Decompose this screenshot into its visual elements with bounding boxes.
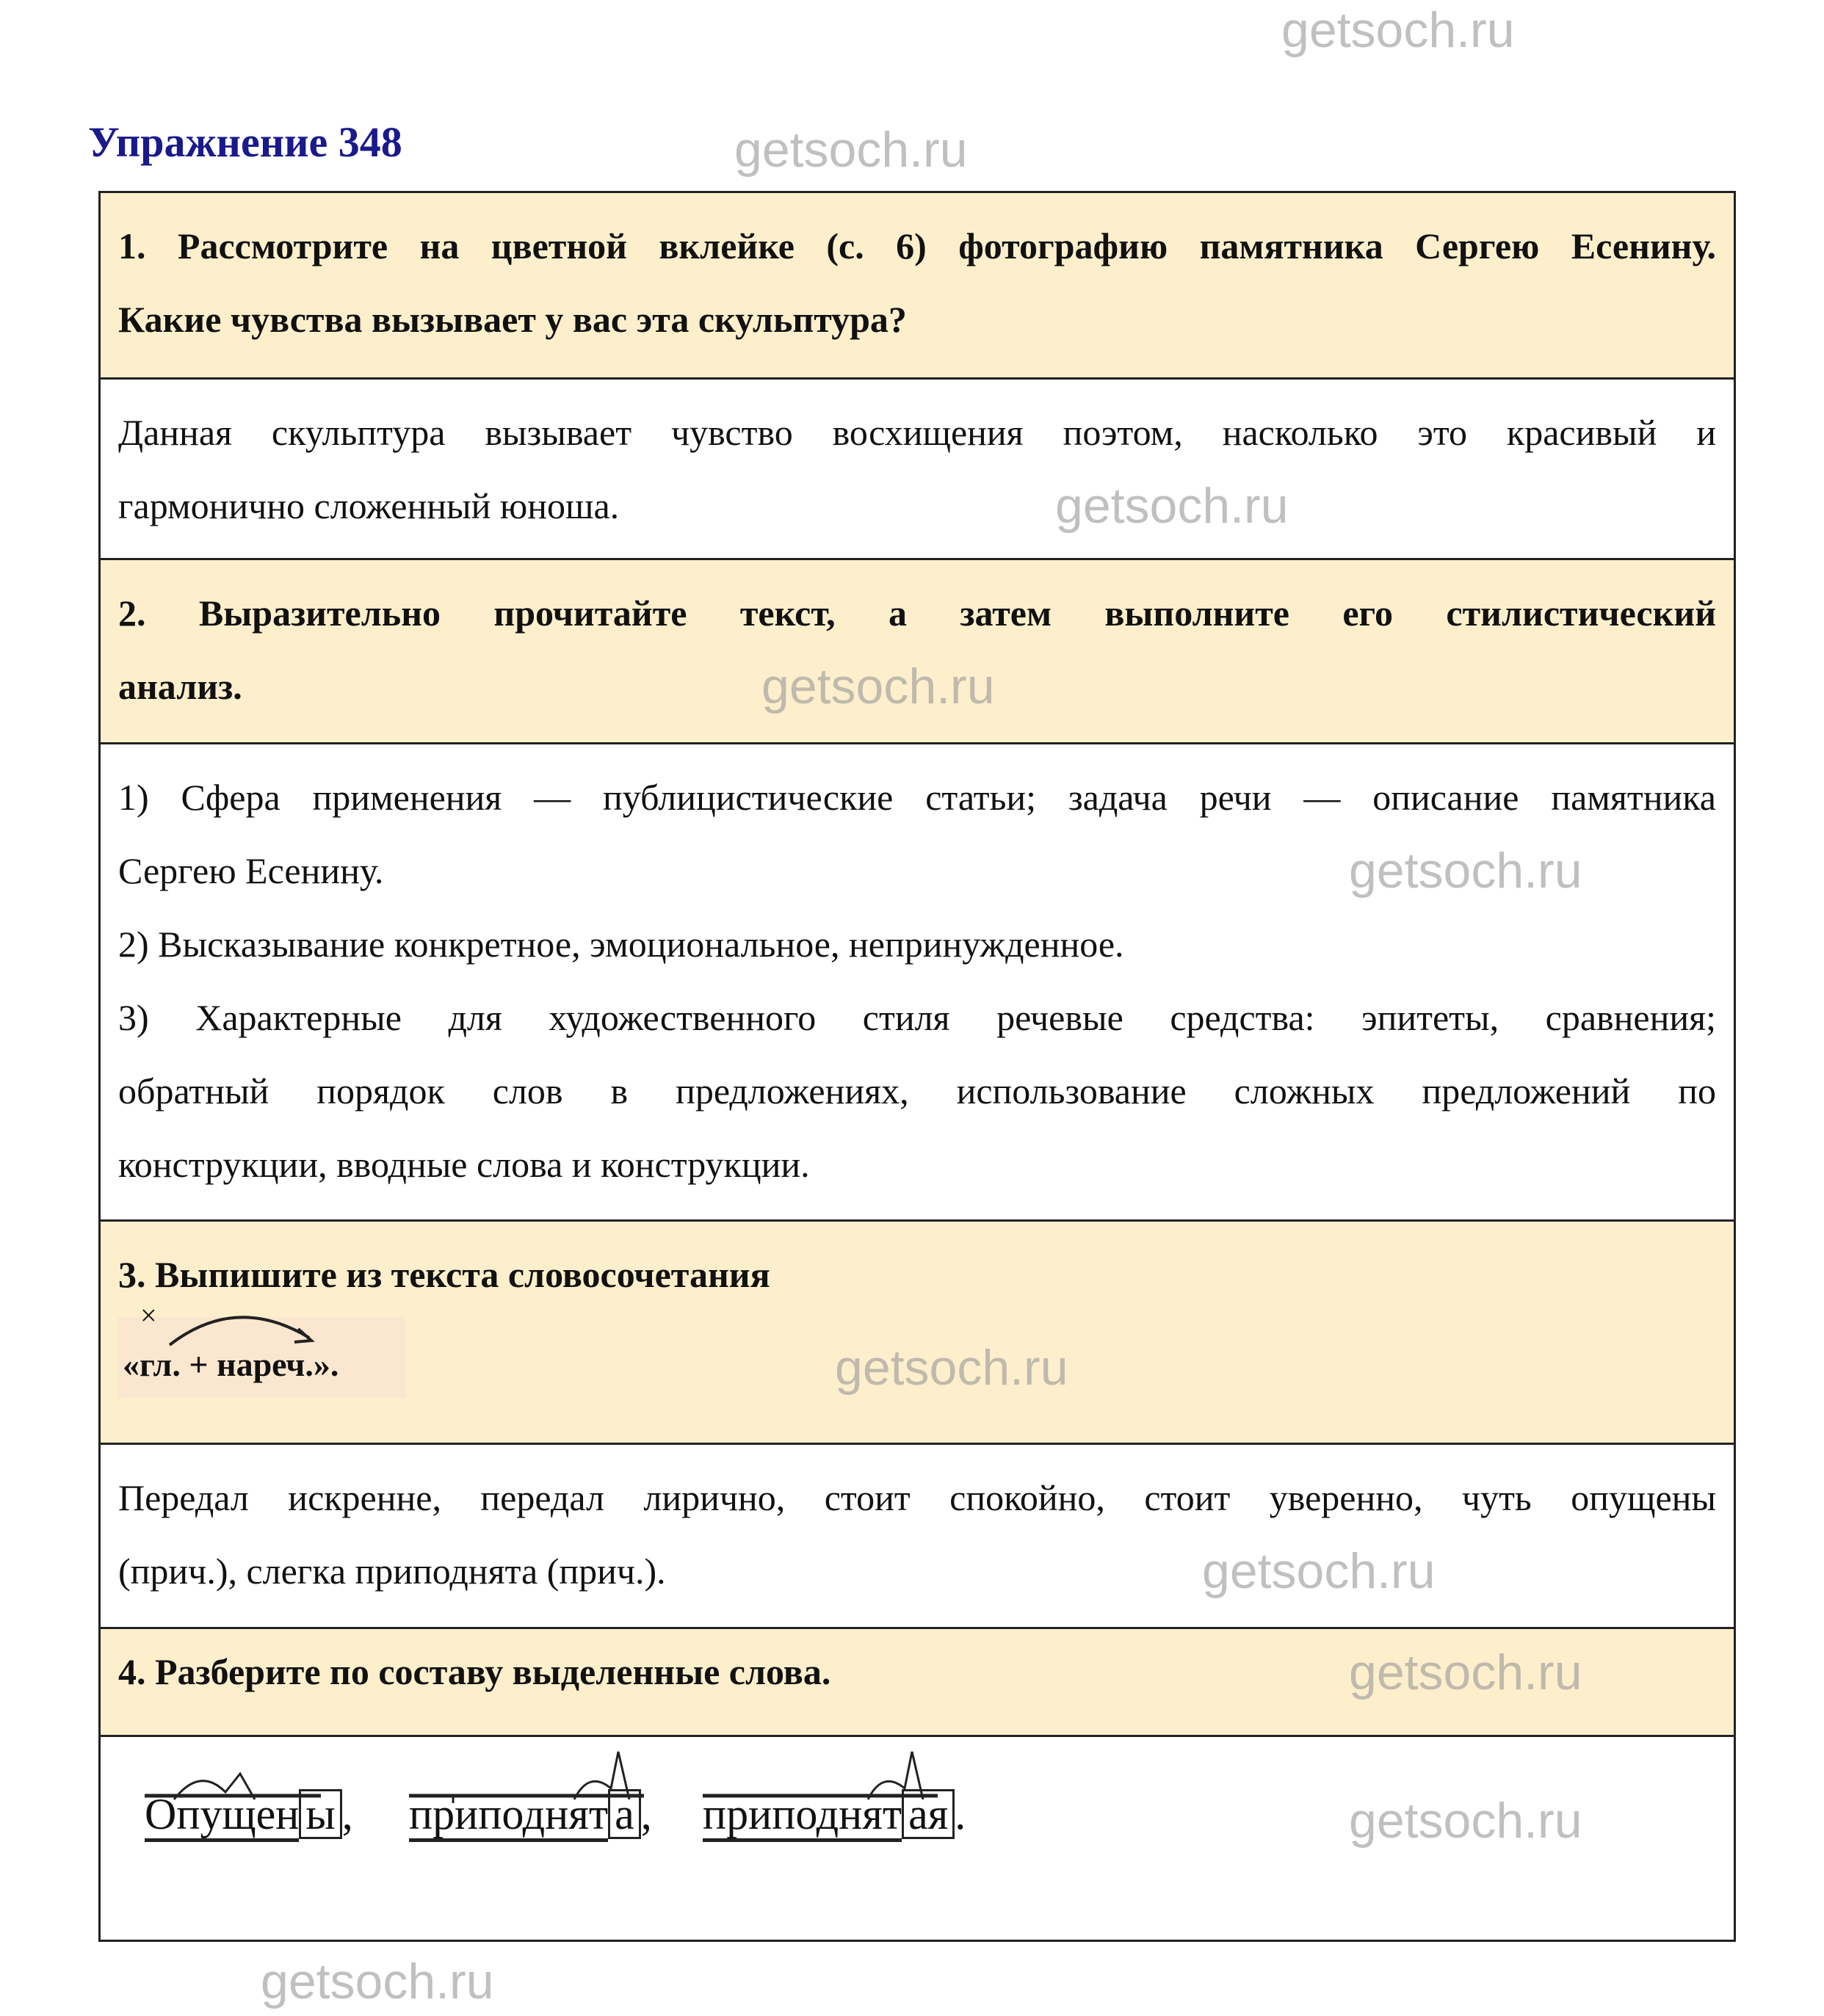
text-line: конструкции, вводные слова и конструкции.	[118, 1144, 810, 1185]
watermark: getsoch.ru	[1349, 843, 1582, 899]
morpheme-word	[409, 1788, 652, 1840]
exercise-table	[98, 191, 1736, 1942]
watermark: getsoch.ru	[261, 1954, 494, 2009]
phrase-formula	[118, 1299, 406, 1398]
morpheme-word	[145, 1788, 353, 1840]
text-line: Сергею Есенину.	[118, 850, 384, 891]
text-line: Какие чувства вызывает у вас эта скульптура?	[118, 299, 907, 340]
text-line: 1. Рассмотрите на цветной вклейке (с. 6) фотографию памятника Сергею Есенину.	[118, 225, 1716, 266]
text-line: 3. Выпишите из текста словосочетания	[118, 1254, 770, 1295]
text-line: анализ.	[118, 666, 242, 707]
text-line: 3) Характерные для художественного стиля речевые средства: эпитеты, сравнения;	[118, 997, 1716, 1038]
morpheme-marks-icon	[409, 1744, 659, 1810]
page-title: Упражнение 348	[88, 118, 402, 166]
text-line: 2. Выразительно прочитайте текст, а затем выполните его стилистический	[118, 592, 1716, 634]
formula-text: «гл. + нареч.».	[123, 1346, 339, 1383]
question-3	[101, 1219, 1734, 1443]
text-line: Данная скульптура вызывает чувство восхищения поэтом, насколько это красивый и	[118, 412, 1716, 453]
watermark: getsoch.ru	[1281, 2, 1515, 58]
text-line: 2) Высказывание конкретное, эмоциональное, непринужденное.	[118, 924, 1124, 965]
text-line: (прич.), слегка приподнята (прич.).	[118, 1551, 666, 1592]
watermark: getsoch.ru	[835, 1340, 1068, 1396]
watermark: getsoch.ru	[761, 659, 995, 714]
word-stem: приподнят	[409, 1790, 608, 1842]
watermark: getsoch.ru	[1349, 1793, 1582, 1849]
separator: ,	[341, 1790, 353, 1838]
text-line: обратный порядок слов в предложениях, использование сложных предложений по	[118, 1070, 1716, 1112]
separator: ,	[640, 1790, 652, 1838]
text-line: 1) Сфера применения — публицистические статьи; задача речи — описание памятника	[118, 777, 1716, 818]
question-2	[101, 558, 1734, 742]
answer-4-morphemes	[101, 1735, 1734, 1940]
watermark: getsoch.ru	[1202, 1543, 1436, 1599]
morpheme-marks-icon	[145, 1759, 336, 1810]
answer-1	[101, 377, 1734, 558]
word-stem: Опущен	[145, 1790, 299, 1842]
morpheme-marks-icon	[703, 1744, 952, 1810]
watermark: getsoch.ru	[1055, 478, 1289, 534]
word-ending: ая	[902, 1789, 955, 1839]
answer-3	[101, 1443, 1734, 1627]
question-4	[101, 1627, 1734, 1735]
question-1	[101, 193, 1734, 377]
word-ending: ы	[299, 1789, 341, 1839]
text-line: 4. Разберите по составу выделенные слова.	[118, 1651, 831, 1692]
watermark: getsoch.ru	[1349, 1645, 1582, 1700]
answer-2	[101, 742, 1734, 1219]
cross-mark: ×	[140, 1299, 157, 1332]
word-stem: приподнят	[703, 1790, 902, 1842]
watermark: getsoch.ru	[734, 122, 968, 178]
text-line: гармонично сложенный юноша.	[118, 485, 620, 526]
separator: .	[955, 1790, 966, 1838]
morpheme-word	[703, 1788, 966, 1840]
word-ending: а	[608, 1789, 641, 1839]
text-line: Передал искренне, передал лирично, стоит спокойно, стоит уверенно, чуть опущены	[118, 1477, 1716, 1518]
